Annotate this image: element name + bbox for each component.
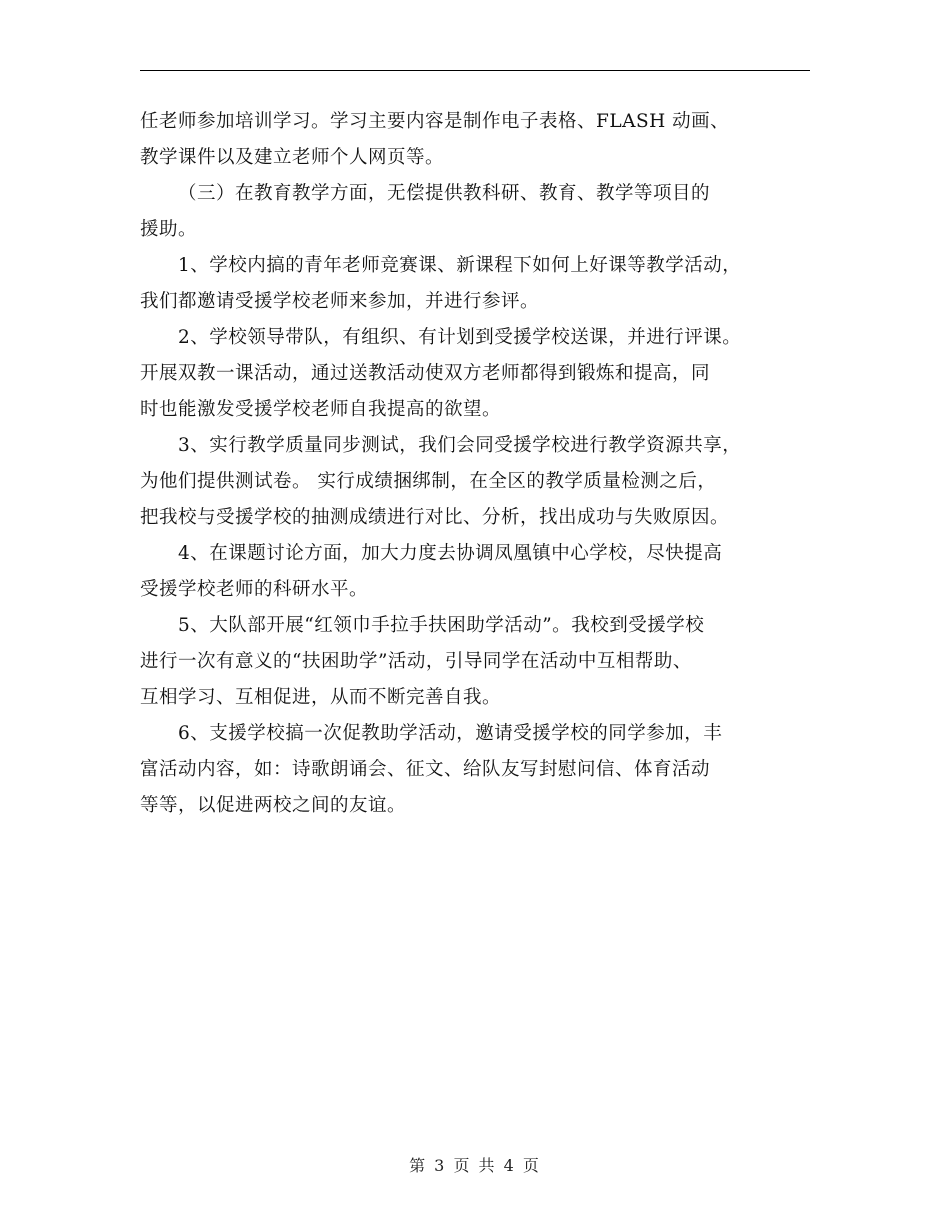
text-line: 任老师参加培训学习。学习主要内容是制作电子表格、FLASH 动画、 bbox=[140, 111, 730, 132]
text-line: 我们都邀请受援学校老师来参加，并进行参评。 bbox=[140, 291, 540, 312]
text-line: 2、学校领导带队，有组织、有计划到受援学校送课，并进行评课。 bbox=[178, 327, 742, 348]
text-line: 教学课件以及建立老师个人网页等。 bbox=[140, 147, 445, 168]
text-line: 3、实行教学质量同步测试，我们会同受援学校进行教学资源共享， bbox=[178, 435, 742, 456]
text-line: 5、大队部开展“红领巾手拉手扶困助学活动”。我校到受援学校 bbox=[178, 615, 705, 636]
text-line: 援助。 bbox=[140, 219, 198, 240]
page-number: 第 3 页 共 4 页 bbox=[409, 1156, 541, 1175]
text-line: 时也能激发受援学校老师自我提高的欲望。 bbox=[140, 399, 502, 420]
document-body bbox=[140, 104, 820, 824]
text-line: 1、学校内搞的青年老师竞赛课、新课程下如何上好课等教学活动， bbox=[178, 255, 742, 276]
page-footer bbox=[0, 1153, 950, 1176]
text-line: 等等，以促进两校之间的友谊。 bbox=[140, 795, 407, 816]
text-line: 互相学习、互相促进，从而不断完善自我。 bbox=[140, 687, 502, 708]
text-line: 进行一次有意义的“扶困助学”活动，引导同学在活动中互相帮助、 bbox=[140, 651, 692, 672]
text-line: （三）在教育教学方面，无偿提供教科研、教育、教学等项目的 bbox=[178, 183, 711, 204]
text-line: 富活动内容，如：诗歌朗诵会、征文、给队友写封慰问信、体育活动 bbox=[140, 759, 711, 780]
header-rule bbox=[140, 70, 810, 71]
text-line: 为他们提供测试卷。 实行成绩捆绑制，在全区的教学质量检测之后， bbox=[140, 471, 717, 492]
text-line: 6、支援学校搞一次促教助学活动，邀请受援学校的同学参加，丰 bbox=[178, 723, 723, 744]
text-line: 4、在课题讨论方面，加大力度去协调凤凰镇中心学校，尽快提高 bbox=[178, 543, 723, 564]
text-line: 把我校与受援学校的抽测成绩进行对比、分析，找出成功与失败原因。 bbox=[140, 507, 730, 528]
text-line: 开展双教一课活动，通过送教活动使双方老师都得到锻炼和提高，同 bbox=[140, 363, 711, 384]
text-line: 受援学校老师的科研水平。 bbox=[140, 579, 369, 600]
